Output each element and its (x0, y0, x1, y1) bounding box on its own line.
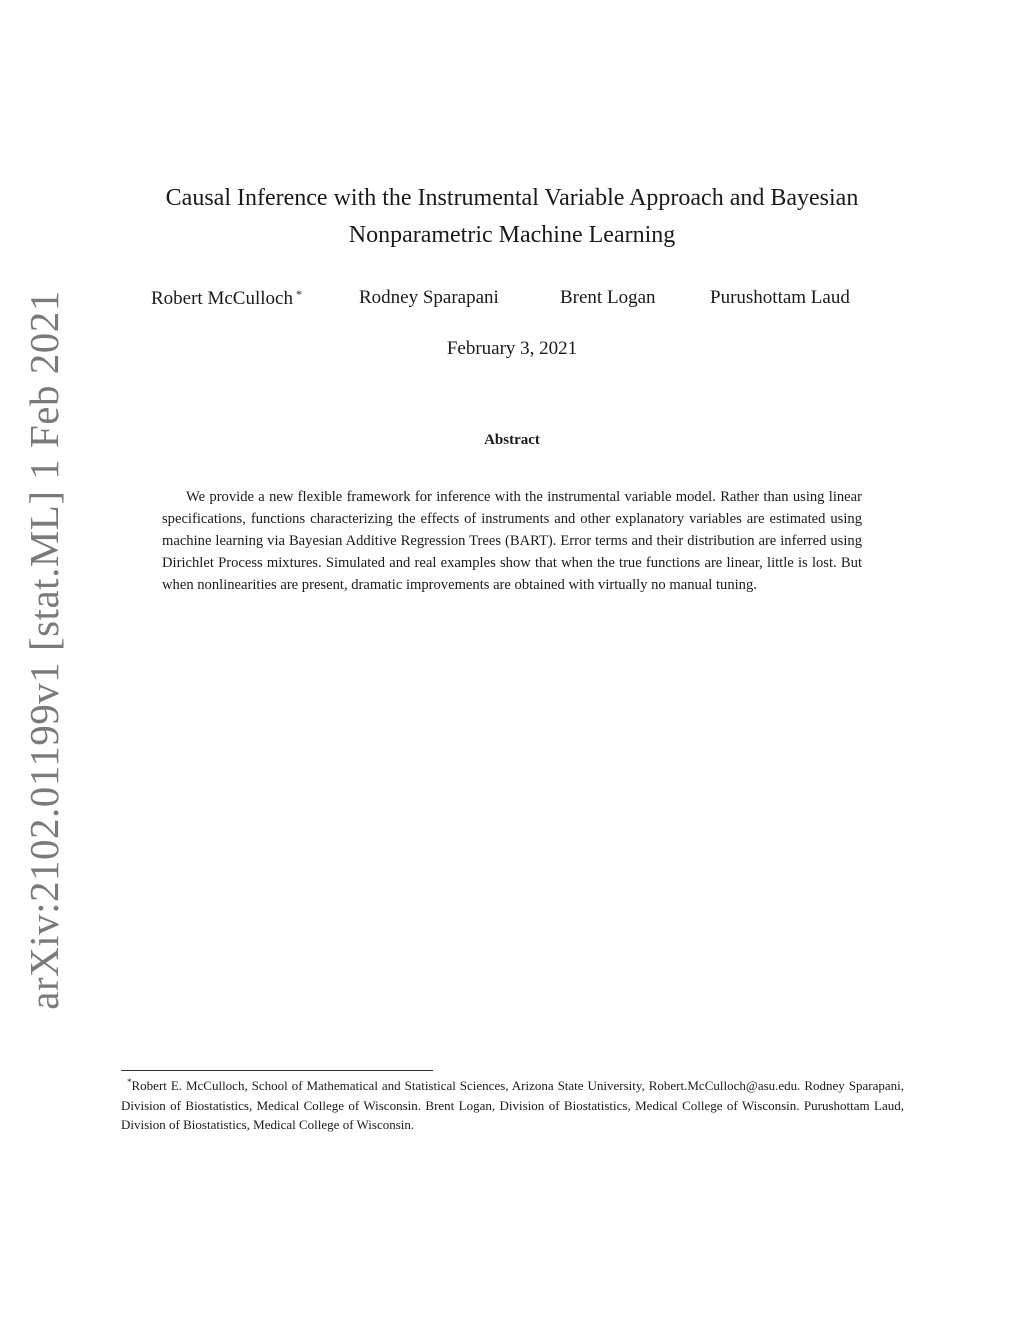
footnote-marker: * (127, 1077, 132, 1087)
title-line-1: Causal Inference with the Instrumental Variable Approach and Bayesian (165, 185, 859, 211)
footnote (121, 1073, 904, 1135)
arxiv-identifier: arXiv:2102.01199v1 [stat.ML] 1 Feb 2021 (21, 290, 67, 1010)
author-2 (359, 287, 499, 309)
footnote-text: Robert E. McCulloch, School of Mathematical and Statistical Sciences, Arizona State University, Robert.McCulloch@asu.edu. Rodney Sparapani, Division of Biostatistics, Medical College of Wisconsin. Brent Logan, Division of Biostatistics, Medical College of Wisconsin. Purushottam Laud, Division of Biostatistics, Medical College of Wisconsin. (121, 1078, 904, 1132)
abstract-text: We provide a new flexible framework for inference with the instrumental variable model. Rather than using linear specifications, functions characterizing the effects of instruments and other explanatory variables are estimated using machine learning via Bayesian Additive Regression Trees (BART). Error terms and their distribution are inferred using Dirichlet Process mixtures. Simulated and real examples show that when the true functions are linear, little is lost. But when nonlinearities are present, dramatic improvements are obtained with virtually no manual tuning. (162, 489, 862, 593)
footnote-divider (121, 1070, 433, 1071)
title-line-2: Nonparametric Machine Learning (348, 222, 676, 248)
author-name: Brent Logan (560, 287, 656, 308)
footnote-marker: * (295, 287, 302, 301)
paper-title (0, 180, 1024, 254)
author-4 (710, 287, 850, 309)
author-name: Rodney Sparapani (359, 287, 499, 308)
author-3 (560, 287, 656, 309)
author-name: Robert McCulloch (151, 288, 293, 309)
author-1 (151, 287, 302, 310)
abstract-heading: Abstract (484, 432, 540, 448)
publication-date: February 3, 2021 (446, 338, 578, 359)
author-name: Purushottam Laud (710, 287, 850, 308)
